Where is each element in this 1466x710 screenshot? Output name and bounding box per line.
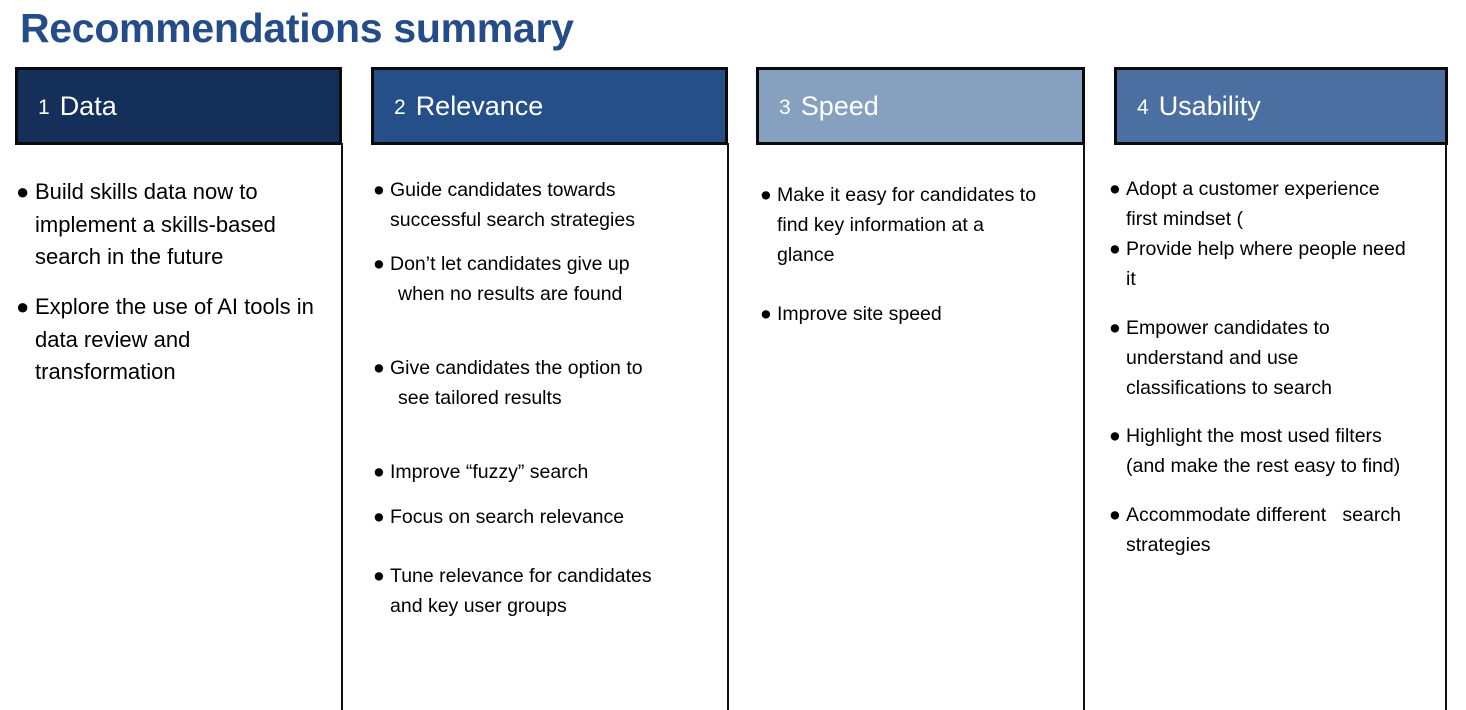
list-item: [16, 176, 276, 274]
relevance-header: [371, 67, 728, 145]
bullet-text-line: find key information at a: [777, 214, 985, 236]
bullet-text-line: and key user groups: [390, 595, 567, 617]
list-item: [760, 180, 1036, 270]
speed-header: [756, 67, 1085, 145]
data-column-divider: [341, 143, 343, 710]
list-item: [1109, 234, 1406, 294]
bullet-icon: ●: [1109, 178, 1121, 200]
bullet-text-line: Provide help where people need: [1126, 238, 1406, 260]
bullet-text-line: understand and use: [1126, 347, 1299, 369]
list-item: [1109, 421, 1400, 481]
bullet-icon: ●: [760, 184, 772, 206]
relevance-header-number: 2: [394, 96, 406, 119]
usability-column-divider: [1445, 143, 1447, 710]
list-item: [373, 502, 624, 532]
bullet-text-line: strategies: [1126, 534, 1211, 556]
bullet-text-line: Highlight the most used filters: [1126, 425, 1382, 447]
bullet-text-line: successful search strategies: [390, 209, 635, 231]
usability-header-number: 4: [1137, 96, 1149, 119]
bullet-text-line: Adopt a customer experience: [1126, 178, 1380, 200]
bullet-text-line: Focus on search relevance: [390, 506, 625, 528]
bullet-text-line: see tailored results: [398, 387, 562, 409]
data-header: [15, 67, 342, 145]
bullet-text-line: classifications to search: [1126, 377, 1332, 399]
data-header-label: Data: [59, 90, 117, 121]
bullet-icon: ●: [373, 565, 385, 587]
bullet-text-line: implement a skills-based: [35, 211, 276, 237]
bullet-icon: ●: [373, 179, 385, 201]
bullet-icon: ●: [16, 294, 30, 319]
relevance-header-label: Relevance: [415, 90, 544, 121]
data-header-number: 1: [38, 96, 50, 119]
list-item: [373, 353, 643, 413]
list-item: [373, 561, 652, 621]
bullet-icon: ●: [1109, 317, 1121, 339]
bullet-text-line: Make it easy for candidates to: [777, 184, 1037, 206]
list-item: [1109, 500, 1401, 560]
bullet-icon: ●: [373, 461, 385, 483]
list-item: [1109, 313, 1332, 403]
bullet-icon: ●: [1109, 425, 1121, 447]
bullet-text-line: transformation: [35, 359, 176, 384]
bullet-text-line: data review and: [35, 326, 191, 352]
bullet-text-line: glance: [777, 244, 835, 266]
bullet-text-line: Empower candidates to: [1126, 317, 1330, 339]
bullet-text-line: Guide candidates towards: [390, 179, 616, 201]
bullet-icon: ●: [760, 303, 772, 325]
bullet-text-line: Tune relevance for candidates: [390, 565, 652, 587]
speed-header-number: 3: [779, 96, 791, 119]
bullet-icon: ●: [373, 253, 385, 275]
bullet-icon: ●: [1109, 504, 1121, 526]
speed-header-label: Speed: [800, 90, 879, 121]
bullet-icon: ●: [1109, 238, 1121, 260]
bullet-text-line: (and make the rest easy to find): [1126, 455, 1401, 477]
usability-header: [1114, 67, 1448, 145]
bullet-text-line: Explore the use of AI tools in: [35, 294, 314, 319]
list-item: [373, 457, 588, 487]
bullet-text-line: when no results are found: [398, 283, 623, 305]
speed-column-divider: [1083, 143, 1085, 710]
bullet-text-line: Give candidates the option to: [390, 357, 643, 379]
list-item: [373, 249, 630, 309]
bullet-text-line: Don’t let candidates give up: [390, 253, 630, 275]
bullet-text-line: Accommodate different search: [1126, 504, 1401, 526]
list-item: [1109, 174, 1380, 234]
bullet-text-line: Improve site speed: [777, 303, 942, 325]
bullet-icon: ●: [373, 357, 385, 379]
bullet-text-line: it: [1126, 268, 1136, 290]
usability-header-label: Usability: [1158, 90, 1261, 121]
bullet-text-line: first mindset (: [1126, 208, 1244, 230]
list-item: [16, 291, 314, 389]
list-item: [373, 175, 635, 235]
bullet-text-line: search in the future: [35, 244, 224, 269]
bullet-text-line: Improve “fuzzy” search: [390, 461, 589, 483]
page-title: Recommendations summary: [20, 5, 574, 51]
bullet-icon: ●: [16, 179, 30, 204]
bullet-icon: ●: [373, 506, 385, 528]
list-item: [760, 299, 942, 329]
bullet-text-line: Build skills data now to: [35, 179, 258, 204]
relevance-column-divider: [727, 143, 729, 710]
